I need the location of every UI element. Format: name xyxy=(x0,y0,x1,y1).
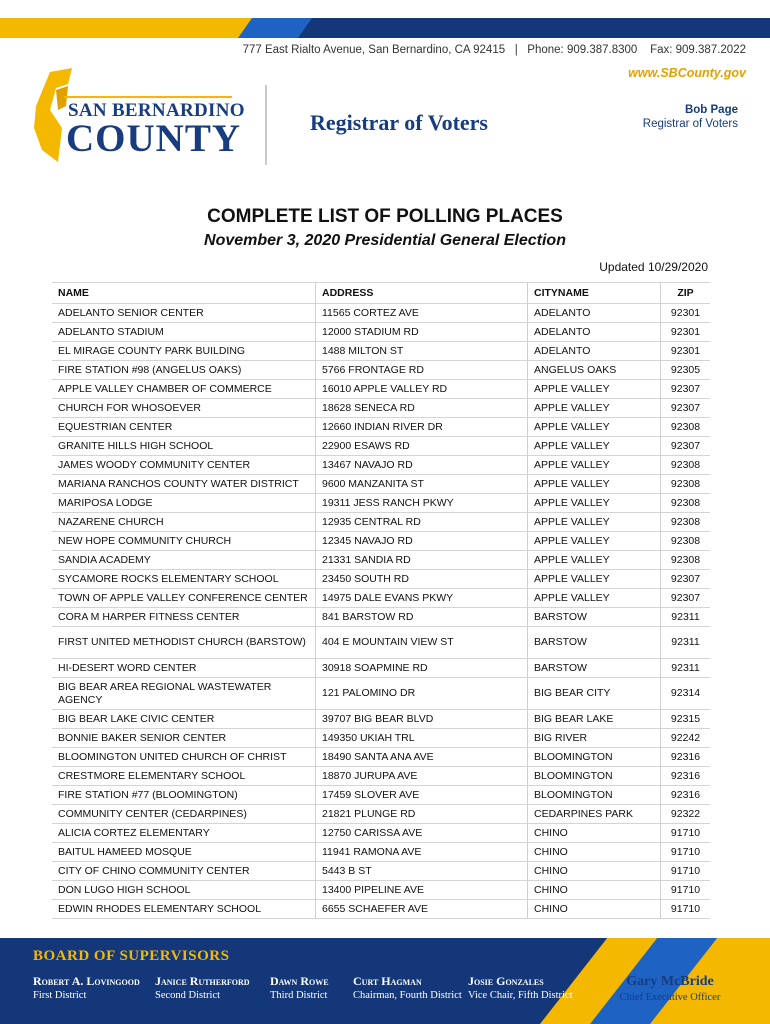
supervisor-role: First District xyxy=(33,990,87,1001)
logo-text-bottom: COUNTY xyxy=(66,117,242,160)
cell-zip: 92311 xyxy=(660,659,710,678)
table-row xyxy=(52,380,710,399)
ceo-block xyxy=(600,974,740,1003)
column-header-name: NAME xyxy=(52,282,315,304)
cell-name: BLOOMINGTON UNITED CHURCH OF CHRIST xyxy=(52,748,315,767)
cell-name: CHURCH FOR WHOSOEVER xyxy=(52,399,315,418)
supervisor-1 xyxy=(33,974,140,1001)
cell-city: CHINO xyxy=(527,862,660,881)
table-row xyxy=(52,437,710,456)
cell-name: FIRE STATION #98 (ANGELUS OAKS) xyxy=(52,361,315,380)
cell-city: BIG RIVER xyxy=(527,729,660,748)
cell-name: MARIPOSA LODGE xyxy=(52,494,315,513)
cell-address: 12660 INDIAN RIVER DR xyxy=(315,418,527,437)
cell-zip: 92242 xyxy=(660,729,710,748)
cell-name: BONNIE BAKER SENIOR CENTER xyxy=(52,729,315,748)
cell-city: APPLE VALLEY xyxy=(527,437,660,456)
fax-text: Fax: 909.387.2022 xyxy=(650,44,746,56)
cell-zip: 92307 xyxy=(660,399,710,418)
cell-city: BLOOMINGTON xyxy=(527,748,660,767)
supervisor-2 xyxy=(155,974,250,1001)
supervisor-5 xyxy=(468,974,573,1001)
polling-places-table xyxy=(52,282,710,919)
cell-zip: 92307 xyxy=(660,589,710,608)
table-row xyxy=(52,475,710,494)
cell-address: 12345 NAVAJO RD xyxy=(315,532,527,551)
cell-city: APPLE VALLEY xyxy=(527,570,660,589)
cell-name: EQUESTRIAN CENTER xyxy=(52,418,315,437)
table-row xyxy=(52,304,710,323)
document-title: COMPLETE LIST OF POLLING PLACES xyxy=(207,206,563,227)
cell-zip: 92305 xyxy=(660,361,710,380)
cell-zip: 92301 xyxy=(660,323,710,342)
cell-address: 11941 RAMONA AVE xyxy=(315,843,527,862)
table-row xyxy=(52,843,710,862)
cell-city: APPLE VALLEY xyxy=(527,456,660,475)
cell-city: CHINO xyxy=(527,881,660,900)
cell-zip: 92307 xyxy=(660,437,710,456)
cell-zip: 92307 xyxy=(660,570,710,589)
supervisor-name: Josie Gonzales xyxy=(468,974,544,988)
supervisor-name: Dawn Rowe xyxy=(270,974,329,988)
table-row xyxy=(52,513,710,532)
cell-city: APPLE VALLEY xyxy=(527,418,660,437)
cell-name: ADELANTO STADIUM xyxy=(52,323,315,342)
table-row xyxy=(52,881,710,900)
address-text: 777 East Rialto Avenue, San Bernardino, CA 92415 xyxy=(242,44,506,56)
cell-name: MARIANA RANCHOS COUNTY WATER DISTRICT xyxy=(52,475,315,494)
cell-zip: 91710 xyxy=(660,843,710,862)
cell-city: APPLE VALLEY xyxy=(527,551,660,570)
cell-zip: 91710 xyxy=(660,862,710,881)
cell-address: 13467 NAVAJO RD xyxy=(315,456,527,475)
table-row xyxy=(52,659,710,678)
supervisor-name: Janice Rutherford xyxy=(155,974,250,988)
table-row xyxy=(52,786,710,805)
table-row xyxy=(52,361,710,380)
cell-address: 23450 SOUTH RD xyxy=(315,570,527,589)
official-title: Registrar of Voters xyxy=(642,118,738,130)
cell-zip: 92316 xyxy=(660,786,710,805)
table-row xyxy=(52,342,710,361)
cell-address: 18490 SANTA ANA AVE xyxy=(315,748,527,767)
table-row xyxy=(52,862,710,881)
cell-zip: 91710 xyxy=(660,900,710,919)
table-row xyxy=(52,678,710,710)
cell-address: 16010 APPLE VALLEY RD xyxy=(315,380,527,399)
cell-name: ALICIA CORTEZ ELEMENTARY xyxy=(52,824,315,843)
cell-name: NEW HOPE COMMUNITY CHURCH xyxy=(52,532,315,551)
supervisor-name: Robert A. Lovingood xyxy=(33,974,140,988)
table-row xyxy=(52,627,710,659)
cell-address: 21821 PLUNGE RD xyxy=(315,805,527,824)
table-row xyxy=(52,729,710,748)
cell-address: 30918 SOAPMINE RD xyxy=(315,659,527,678)
cell-city: BIG BEAR CITY xyxy=(527,678,660,710)
cell-name: FIRE STATION #77 (BLOOMINGTON) xyxy=(52,786,315,805)
cell-city: APPLE VALLEY xyxy=(527,475,660,494)
phone-text: Phone: 909.387.8300 xyxy=(527,44,638,56)
table-row xyxy=(52,418,710,437)
cell-address: 39707 BIG BEAR BLVD xyxy=(315,710,527,729)
cell-address: 121 PALOMINO DR xyxy=(315,678,527,710)
cell-address: 5443 B ST xyxy=(315,862,527,881)
official-name: Bob Page xyxy=(684,104,738,116)
cell-name: FIRST UNITED METHODIST CHURCH (BARSTOW) xyxy=(52,627,315,659)
supervisor-name: Curt Hagman xyxy=(353,974,422,988)
cell-zip: 92308 xyxy=(660,475,710,494)
header-divider xyxy=(265,85,267,165)
cell-zip: 92308 xyxy=(660,456,710,475)
cell-city: BARSTOW xyxy=(527,659,660,678)
cell-address: 404 E MOUNTAIN VIEW ST xyxy=(315,627,527,659)
contact-line: 777 East Rialto Avenue, San Bernardino, CA 92415 | Phone: 909.387.8300 Fax: 909.387.2022 xyxy=(242,44,746,56)
column-header-city: CITYNAME xyxy=(527,282,660,304)
column-header-address: ADDRESS xyxy=(315,282,527,304)
cell-city: BARSTOW xyxy=(527,608,660,627)
cell-city: BARSTOW xyxy=(527,627,660,659)
cell-name: APPLE VALLEY CHAMBER OF COMMERCE xyxy=(52,380,315,399)
cell-name: BIG BEAR AREA REGIONAL WASTEWATER AGENCY xyxy=(52,678,315,710)
county-logo xyxy=(28,66,245,170)
cell-city: APPLE VALLEY xyxy=(527,589,660,608)
cell-address: 841 BARSTOW RD xyxy=(315,608,527,627)
cell-zip: 92311 xyxy=(660,608,710,627)
cell-zip: 92308 xyxy=(660,532,710,551)
supervisor-role: Chairman, Fourth District xyxy=(353,990,462,1001)
cell-zip: 92316 xyxy=(660,748,710,767)
column-header-zip: ZIP xyxy=(660,282,710,304)
supervisor-role: Third District xyxy=(270,990,328,1001)
table-row xyxy=(52,456,710,475)
table-row xyxy=(52,824,710,843)
cell-address: 11565 CORTEZ AVE xyxy=(315,304,527,323)
cell-zip: 92322 xyxy=(660,805,710,824)
cell-name: HI-DESERT WORD CENTER xyxy=(52,659,315,678)
cell-address: 21331 SANDIA RD xyxy=(315,551,527,570)
cell-address: 1488 MILTON ST xyxy=(315,342,527,361)
department-title: Registrar of Voters xyxy=(310,110,488,135)
board-title: BOARD OF SUPERVISORS xyxy=(33,948,230,964)
cell-city: APPLE VALLEY xyxy=(527,532,660,551)
cell-zip: 92301 xyxy=(660,304,710,323)
updated-date: Updated 10/29/2020 xyxy=(599,260,708,274)
cell-address: 12000 STADIUM RD xyxy=(315,323,527,342)
cell-address: 13400 PIPELINE AVE xyxy=(315,881,527,900)
document-subtitle: November 3, 2020 Presidential General Election xyxy=(204,232,566,249)
cell-address: 17459 SLOVER AVE xyxy=(315,786,527,805)
cell-name: CRESTMORE ELEMENTARY SCHOOL xyxy=(52,767,315,786)
cell-city: APPLE VALLEY xyxy=(527,380,660,399)
cell-zip: 92311 xyxy=(660,627,710,659)
cell-address: 18628 SENECA RD xyxy=(315,399,527,418)
supervisor-3 xyxy=(270,974,329,1001)
cell-address: 18870 JURUPA AVE xyxy=(315,767,527,786)
cell-zip: 92316 xyxy=(660,767,710,786)
cell-name: CITY OF CHINO COMMUNITY CENTER xyxy=(52,862,315,881)
cell-zip: 91710 xyxy=(660,881,710,900)
table-row xyxy=(52,494,710,513)
cell-city: BLOOMINGTON xyxy=(527,786,660,805)
cell-city: ADELANTO xyxy=(527,304,660,323)
cell-city: CHINO xyxy=(527,843,660,862)
cell-address: 22900 ESAWS RD xyxy=(315,437,527,456)
cell-city: APPLE VALLEY xyxy=(527,494,660,513)
cell-city: ANGELUS OAKS xyxy=(527,361,660,380)
table-row xyxy=(52,748,710,767)
table-row xyxy=(52,608,710,627)
cell-name: GRANITE HILLS HIGH SCHOOL xyxy=(52,437,315,456)
cell-city: BLOOMINGTON xyxy=(527,767,660,786)
cell-name: EL MIRAGE COUNTY PARK BUILDING xyxy=(52,342,315,361)
cell-city: BIG BEAR LAKE xyxy=(527,710,660,729)
table-row xyxy=(52,710,710,729)
cell-address: 6655 SCHAEFER AVE xyxy=(315,900,527,919)
cell-name: NAZARENE CHURCH xyxy=(52,513,315,532)
cell-address: 149350 UKIAH TRL xyxy=(315,729,527,748)
supervisor-role: Second District xyxy=(155,990,221,1001)
table-row xyxy=(52,767,710,786)
cell-zip: 92301 xyxy=(660,342,710,361)
cell-address: 9600 MANZANITA ST xyxy=(315,475,527,494)
cell-zip: 92308 xyxy=(660,418,710,437)
cell-address: 14975 DALE EVANS PKWY xyxy=(315,589,527,608)
cell-zip: 92308 xyxy=(660,551,710,570)
table-row xyxy=(52,532,710,551)
table-row xyxy=(52,570,710,589)
cell-name: EDWIN RHODES ELEMENTARY SCHOOL xyxy=(52,900,315,919)
cell-name: SANDIA ACADEMY xyxy=(52,551,315,570)
website-link[interactable]: www.SBCounty.gov xyxy=(628,66,746,80)
ceo-role: Chief Executive Officer xyxy=(619,992,721,1003)
supervisor-4 xyxy=(353,974,462,1001)
table-row xyxy=(52,551,710,570)
table-row xyxy=(52,399,710,418)
cell-name: BAITUL HAMEED MOSQUE xyxy=(52,843,315,862)
cell-city: APPLE VALLEY xyxy=(527,399,660,418)
cell-address: 12750 CARISSA AVE xyxy=(315,824,527,843)
table-header-row xyxy=(52,282,710,304)
cell-city: ADELANTO xyxy=(527,342,660,361)
cell-zip: 92308 xyxy=(660,513,710,532)
cell-name: TOWN OF APPLE VALLEY CONFERENCE CENTER xyxy=(52,589,315,608)
cell-address: 5766 FRONTAGE RD xyxy=(315,361,527,380)
cell-name: JAMES WOODY COMMUNITY CENTER xyxy=(52,456,315,475)
table-row xyxy=(52,805,710,824)
cell-city: CHINO xyxy=(527,900,660,919)
ceo-name: Gary McBride xyxy=(626,974,714,989)
cell-zip: 92314 xyxy=(660,678,710,710)
header-stripe xyxy=(0,0,770,38)
table-row xyxy=(52,900,710,919)
cell-address: 19311 JESS RANCH PKWY xyxy=(315,494,527,513)
supervisor-role: Vice Chair, Fifth District xyxy=(468,990,573,1001)
cell-zip: 92308 xyxy=(660,494,710,513)
cell-name: COMMUNITY CENTER (CEDARPINES) xyxy=(52,805,315,824)
cell-city: APPLE VALLEY xyxy=(527,513,660,532)
cell-name: DON LUGO HIGH SCHOOL xyxy=(52,881,315,900)
cell-city: CEDARPINES PARK xyxy=(527,805,660,824)
cell-name: SYCAMORE ROCKS ELEMENTARY SCHOOL xyxy=(52,570,315,589)
cell-address: 12935 CENTRAL RD xyxy=(315,513,527,532)
cell-name: CORA M HARPER FITNESS CENTER xyxy=(52,608,315,627)
footer-band xyxy=(0,938,770,1024)
cell-name: BIG BEAR LAKE CIVIC CENTER xyxy=(52,710,315,729)
cell-city: CHINO xyxy=(527,824,660,843)
cell-name: ADELANTO SENIOR CENTER xyxy=(52,304,315,323)
table-row xyxy=(52,589,710,608)
cell-zip: 91710 xyxy=(660,824,710,843)
logo-text-top: SAN BERNARDINO xyxy=(68,100,245,121)
cell-zip: 92307 xyxy=(660,380,710,399)
cell-zip: 92315 xyxy=(660,710,710,729)
table-row xyxy=(52,323,710,342)
cell-city: ADELANTO xyxy=(527,323,660,342)
